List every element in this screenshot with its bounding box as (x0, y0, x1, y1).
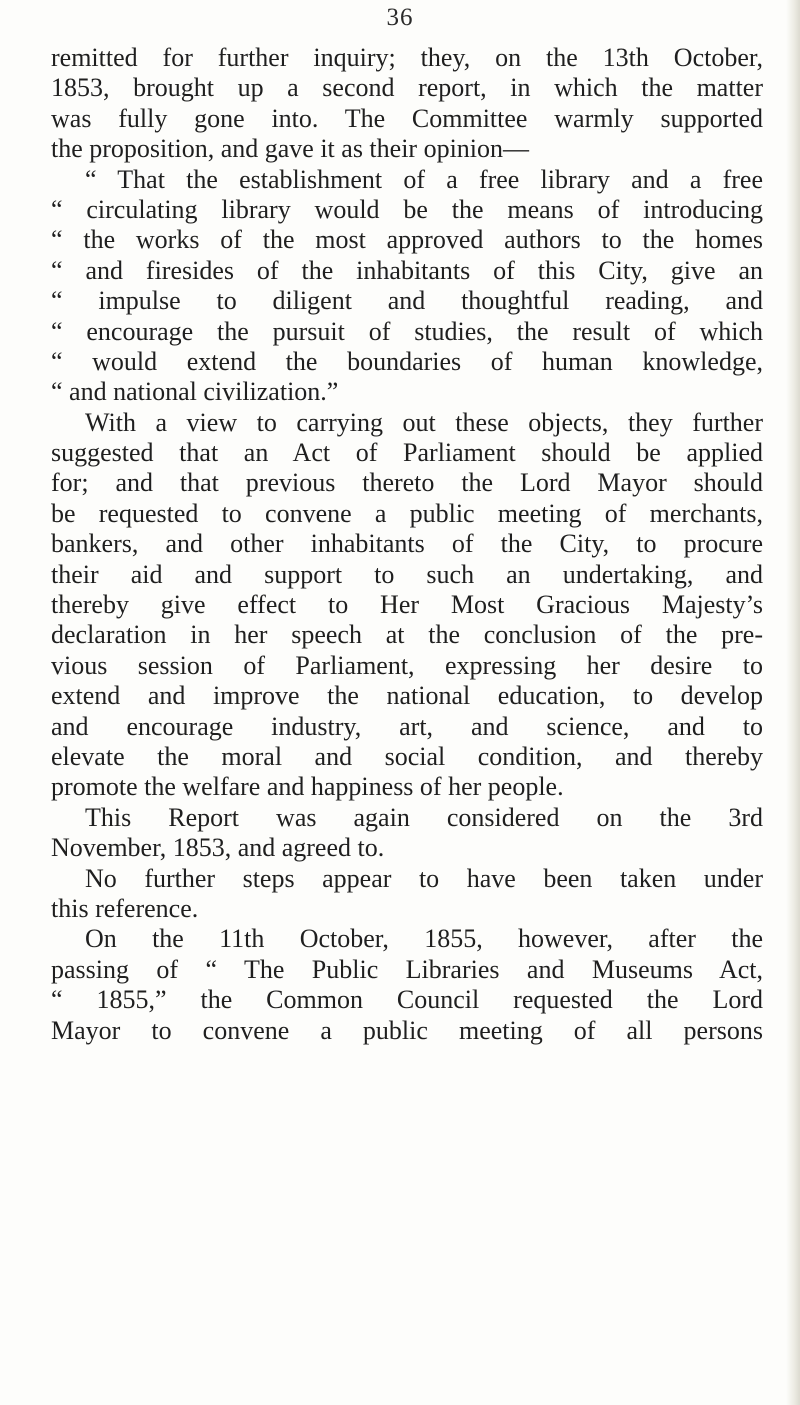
text-line: No further steps appear to have been taken under (85, 863, 763, 893)
text-line: their aid and support to such an undertaking, and (51, 559, 763, 589)
text-line: “ circulating library would be the means of introducing (51, 194, 763, 224)
text-line: thereby give effect to Her Most Gracious Majesty’s (51, 590, 763, 620)
text-line: This Report was again considered on the 3rd (85, 802, 763, 832)
text-line: be requested to convene a public meeting of merchants, (51, 498, 763, 528)
text-line: suggested that an Act of Parliament should be applied (51, 438, 763, 468)
text-line: extend and improve the national education, to develop (51, 681, 763, 711)
text-line: the proposition, and gave it as their opinion— (51, 134, 530, 164)
text-line: Mayor to convene a public meeting of all persons (51, 1015, 763, 1045)
text-line: “ 1855,” the Common Council requested the Lord (51, 985, 763, 1015)
text-line: was fully gone into. The Committee warmly supported (51, 103, 763, 133)
page-edge-shadow (786, 0, 800, 1405)
text-line: elevate the moral and social condition, and thereby (51, 741, 763, 771)
text-line: this reference. (51, 893, 199, 923)
text-line: “ would extend the boundaries of human knowledge, (51, 346, 763, 376)
text-line: “ and firesides of the inhabitants of this City, give an (51, 255, 763, 285)
body-text (51, 43, 763, 1046)
text-line: remitted for further inquiry; they, on the 13th October, (51, 43, 763, 72)
text-line: passing of “ The Public Libraries and Museums Act, (51, 954, 763, 984)
text-line: With a view to carrying out these objects, they further (85, 407, 763, 437)
text-line: declaration in her speech at the conclusion of the pre- (51, 620, 763, 650)
text-line: 1853, brought up a second report, in which the matter (51, 73, 763, 103)
text-line: November, 1853, and agreed to. (51, 833, 385, 863)
text-line: “ encourage the pursuit of studies, the result of which (51, 316, 763, 346)
text-line: promote the welfare and happiness of her people. (51, 772, 564, 802)
text-line: “ That the establishment of a free library and a free (85, 164, 763, 194)
text-line: “ the works of the most approved authors to the homes (51, 225, 763, 255)
text-line: bankers, and other inhabitants of the City, to procure (51, 529, 763, 559)
text-line: “ impulse to diligent and thoughtful reading, and (51, 286, 763, 316)
text-line: vious session of Parliament, expressing her desire to (51, 650, 763, 680)
text-line: for; and that previous thereto the Lord Mayor should (51, 468, 763, 498)
text-line: “ and national civilization.” (51, 377, 339, 407)
text-line: and encourage industry, art, and science, and to (51, 711, 763, 741)
page-number: 36 (386, 4, 414, 31)
text-line: On the 11th October, 1855, however, after the (85, 924, 763, 954)
